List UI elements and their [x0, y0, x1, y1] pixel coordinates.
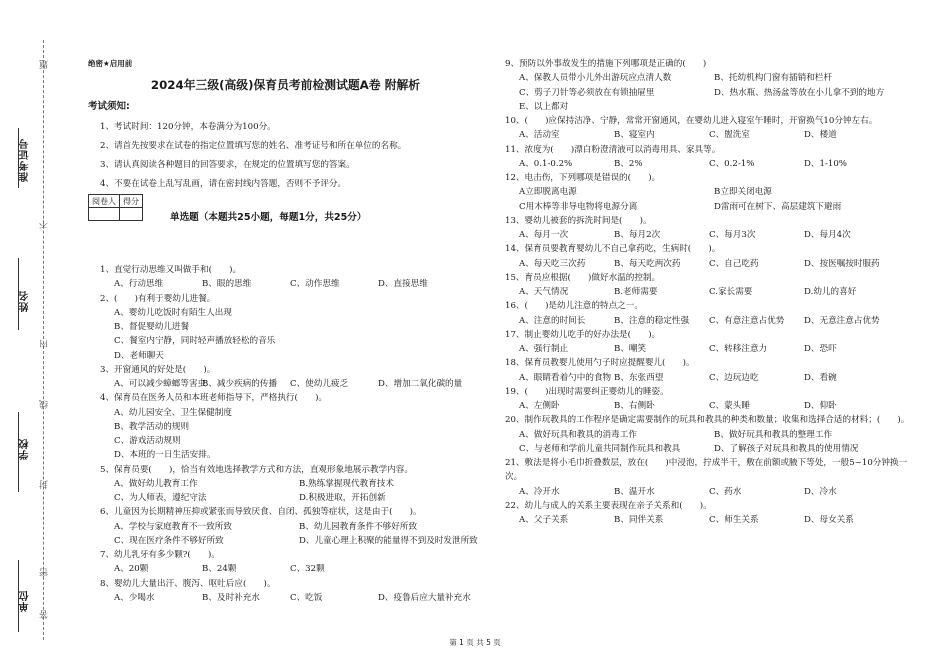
option[interactable]: B、24颗	[202, 564, 237, 575]
question-stem: 3、开窗通风的好处是( )。	[100, 364, 216, 375]
option-row	[505, 371, 910, 385]
notice-heading: 考试须知:	[88, 101, 130, 112]
option[interactable]: A、可以减少蟑螂等害虫	[114, 379, 207, 389]
question-item	[100, 292, 485, 363]
option[interactable]: D雷雨可在树下、高层建筑下避雨	[714, 201, 842, 212]
option[interactable]: C、与老师和学前儿童共同制作玩具和教具	[519, 443, 681, 454]
question-item	[505, 499, 910, 528]
option-row	[100, 534, 485, 548]
option[interactable]: C、自己吃药	[709, 258, 759, 269]
grader-blank[interactable]	[89, 208, 120, 221]
question-item	[505, 413, 910, 456]
question-item	[100, 548, 485, 577]
seal-mark: 密	[40, 568, 50, 577]
question-item	[505, 242, 910, 271]
option-row	[505, 157, 910, 171]
question-stem: 17、制止婴幼儿吃手的好办法是( )。	[505, 329, 661, 340]
option[interactable]: D、增加二氧化碳的量	[378, 379, 463, 389]
question-item	[505, 143, 910, 172]
score-table	[88, 194, 143, 221]
option[interactable]: C、盥洗室	[709, 130, 750, 141]
seal-mark: 线	[40, 400, 50, 409]
option[interactable]: C、转移注意力	[709, 344, 768, 354]
option-row	[505, 442, 910, 456]
option-row	[505, 399, 910, 413]
question-item	[505, 57, 910, 114]
question-stem: 5、保育员要( )，恰当有效地选择教学方式和方法，直观形象地展示教学内容。	[100, 464, 413, 475]
option[interactable]: A、眼睛看着勺中的食物	[519, 372, 612, 383]
question-stem: 14、保育员要教育婴幼儿不自己拿药吃，生病时( )。	[505, 244, 721, 255]
question-stem: 2、( )有利于婴幼儿进餐。	[100, 293, 216, 304]
seal-mark: 题	[40, 60, 50, 69]
option[interactable]: D、看碗	[804, 372, 837, 383]
notice-item: 2、请首先按要求在试卷的指定位置填写您的姓名、准考证号和所在单位的名称。	[100, 141, 407, 151]
option[interactable]: D.积极进取，开拓创新	[299, 493, 386, 503]
seal-mark: 不	[40, 220, 50, 229]
option[interactable]: D、按医嘱按时服药	[804, 258, 880, 269]
option[interactable]: D、每月4次	[804, 230, 851, 240]
option-row	[100, 491, 485, 505]
option[interactable]: B、寝室内	[614, 130, 655, 141]
question-stem: 9、预防以外事故发生的措施下列哪项是正确的( )	[505, 59, 707, 69]
option[interactable]: C、为人师表，遵纪守法	[114, 493, 207, 503]
option[interactable]: B.熟练掌握现代教育技术	[299, 478, 394, 489]
question-stem: 22、幼儿与成人的关系主要表现在亲子关系和( )。	[505, 500, 712, 511]
option[interactable]: B、及时补充水	[202, 592, 260, 603]
option[interactable]: B、减少疾病的传播	[202, 379, 278, 389]
option[interactable]: E、以上都对	[519, 101, 569, 112]
option[interactable]: A、做好幼儿教育工作	[114, 478, 198, 489]
question-item	[100, 463, 485, 506]
question-item	[100, 391, 485, 462]
question-item	[505, 356, 910, 385]
school-label: 学校	[20, 438, 31, 460]
option[interactable]: C、动作思维	[290, 279, 340, 290]
option[interactable]: B、注意的稳定性强	[614, 315, 690, 326]
question-stem: 4、保育员在医务人员和本班老师指导下，严格执行( )。	[100, 393, 328, 404]
option[interactable]: B、眼的思维	[202, 279, 252, 290]
option-row	[100, 520, 485, 534]
option[interactable]: B、东张西望	[614, 372, 664, 383]
option-row	[505, 200, 910, 214]
question-item	[100, 363, 485, 392]
question-item	[100, 577, 485, 606]
option[interactable]: C、每月3次	[709, 230, 756, 240]
option-row	[100, 377, 485, 391]
notice-item: 4、不要在试卷上乱写乱画，请在密封线内答题，否则不予评分。	[100, 179, 347, 189]
candidate-number-label: 准考证号	[20, 138, 31, 182]
question-item	[505, 114, 910, 143]
question-stem: 20、制作玩教具的工作程序是确定需要制作的玩具和教具的种类和数量；收集和选择合适的材料；( )。	[505, 415, 910, 426]
question-list-right	[505, 57, 910, 527]
question-item	[505, 456, 910, 499]
page-footer: 第 1 页 共 5 页	[449, 638, 501, 647]
option[interactable]: C、使幼儿疲乏	[290, 379, 349, 389]
option[interactable]: B、教学活动的规则	[114, 421, 190, 432]
option-row	[505, 128, 910, 142]
option-row	[505, 228, 910, 242]
notice-list	[100, 118, 480, 194]
option[interactable]: B、同伴关系	[614, 515, 664, 525]
option[interactable]: B、温开水	[614, 486, 655, 497]
option[interactable]: A立即脱离电源	[519, 187, 577, 198]
question-item	[100, 263, 485, 292]
option[interactable]: D、1-10%	[804, 158, 847, 169]
section-heading: 单选题（本题共25小题，每题1分，共25分）	[170, 212, 367, 223]
option[interactable]: A、学校与家庭教育不一致所致	[114, 521, 232, 532]
option[interactable]: D、儿童心理上积聚的能量得不到及时发泄所致	[299, 535, 478, 546]
option[interactable]: D、了解孩子对玩具和教具的使用情况	[714, 443, 859, 454]
option[interactable]: B.老师需要	[614, 287, 658, 297]
question-stem: 13、婴幼儿被套的拆洗时间是( )。	[505, 215, 652, 226]
score-cell: 得分	[120, 195, 143, 208]
option[interactable]: C、师生关系	[709, 515, 759, 525]
secret-mark: 绝密★启用前	[88, 59, 133, 68]
option[interactable]: C、游戏活动规则	[114, 436, 181, 446]
question-item	[100, 505, 485, 548]
option[interactable]: C.家长需要	[709, 287, 753, 297]
option[interactable]: D、无意注意占优势	[804, 315, 880, 326]
question-stem: 8、婴幼儿大量出汗、腹泻、呕吐后应( )。	[100, 578, 276, 589]
seal-mark: 封	[40, 480, 50, 489]
option[interactable]: D、热水瓶、热汤盆等放在小儿拿不到的地方	[714, 87, 885, 98]
option[interactable]: D.幼儿的喜好	[804, 287, 857, 297]
option-row	[505, 485, 910, 499]
unit-label: 单位	[20, 590, 31, 612]
question-stem: 15、育员应根据( )做好水温的控制。	[505, 272, 661, 283]
option[interactable]: C、有意注意占优势	[709, 315, 785, 326]
option[interactable]: A、婴幼儿吃饭时有陌生人出现	[114, 307, 232, 318]
option[interactable]: B立即关闭电源	[714, 187, 772, 198]
option[interactable]: C、现在医疗条件不够好所致	[114, 535, 224, 546]
option[interactable]: C、边玩边吃	[709, 372, 759, 383]
option[interactable]: C、药水	[709, 486, 742, 497]
binding-margin	[14, 40, 56, 640]
grader-cell: 阅卷人	[89, 195, 120, 208]
option[interactable]: D、母女关系	[804, 515, 854, 525]
option-row	[505, 257, 910, 271]
option[interactable]: A、0.1-0.2%	[519, 158, 573, 169]
option[interactable]: A、少喝水	[114, 592, 155, 603]
option-row	[100, 477, 485, 491]
question-item	[505, 171, 910, 214]
option[interactable]: B、托幼机构门窗有插销和栏杆	[714, 73, 833, 84]
option[interactable]: A、强行制止	[519, 344, 569, 354]
option[interactable]: A、注意的时间长	[519, 315, 586, 326]
option[interactable]: D、冷水	[804, 486, 837, 497]
option[interactable]: D、直接思维	[378, 279, 428, 290]
seal-mark: 内	[40, 340, 50, 349]
question-stem: 10、( )应保持洁净、宁静，常常开窗通风，在婴幼儿进入寝室午睡时，开窗换气10分钟左右。	[505, 116, 878, 126]
option-row	[505, 86, 910, 100]
question-stem: 21、敷法是将小毛巾折叠数层，放在( )中浸泡，拧成半干，敷在前额或腋下等处，一般5~10分钟换一次。	[505, 458, 908, 483]
option[interactable]: B、幼儿园教育条件不够好所致	[299, 521, 418, 532]
option[interactable]: A、每月一次	[519, 230, 569, 240]
question-stem: 18、保育员教婴儿使用勺子时应提醒婴儿( )。	[505, 358, 695, 369]
option[interactable]: A、做好玩具和教具的消毒工作	[519, 429, 637, 440]
question-item	[505, 328, 910, 357]
option[interactable]: D、楼道	[804, 130, 837, 141]
option[interactable]: D、恐吓	[804, 344, 837, 354]
option-row	[505, 71, 910, 85]
question-stem: 1、直觉行动思维又叫做手和( )。	[100, 265, 242, 275]
option[interactable]: C、0.2-1%	[709, 158, 755, 169]
option-row	[505, 185, 910, 199]
option[interactable]: A、保教人员带小儿外出游玩应点清人数	[519, 73, 672, 84]
option-row	[100, 277, 485, 291]
option[interactable]: A、左侧卧	[519, 401, 560, 411]
page-title: 2024年三级(高级)保育员考前检测试题A卷 附解析	[150, 78, 421, 92]
question-item	[505, 271, 910, 300]
option[interactable]: A、每天吃三次药	[519, 258, 586, 269]
question-stem: 19、( )出现时需要纠正婴幼儿的睡姿。	[505, 386, 669, 397]
option-row	[100, 562, 485, 576]
option-row	[505, 285, 910, 299]
option[interactable]: A、天气情况	[519, 287, 569, 297]
option[interactable]: A、父子关系	[519, 515, 569, 525]
question-stem: 12、电击伤，下列哪项是错误的( )。	[505, 173, 661, 183]
option[interactable]: B、做好玩具和教具的整理工作	[714, 429, 833, 440]
option[interactable]: D、老师聊天	[114, 350, 164, 361]
option[interactable]: B、右侧卧	[614, 401, 655, 411]
question-item	[505, 299, 910, 328]
option[interactable]: D、本班的一日生活安排。	[114, 450, 216, 461]
question-stem: 7、幼儿乳牙有多少颗?( )。	[100, 550, 220, 560]
option[interactable]: A、行动思维	[114, 279, 164, 290]
option[interactable]: D、疫鲁后应大量补充水	[378, 592, 471, 603]
name-label: 姓名	[20, 290, 31, 312]
option[interactable]: C用木棒等非导电物将电源分离	[519, 201, 638, 212]
notice-item: 3、请认真阅读各种题目的回答要求，在规定的位置填写您的答案。	[100, 160, 355, 170]
notice-item: 1、考试时间：120分钟，本卷满分为100分。	[100, 122, 276, 132]
question-list-left	[100, 263, 485, 605]
option[interactable]: B、嘲笑	[614, 344, 647, 354]
option[interactable]: C、32颗	[290, 564, 325, 575]
option[interactable]: C、餐室内宁静，同时轻声播放轻松的音乐	[114, 336, 276, 347]
option[interactable]: D、仰卧	[804, 401, 837, 411]
option[interactable]: B、督促婴幼儿进餐	[114, 322, 190, 332]
score-blank[interactable]	[120, 208, 143, 221]
question-item	[505, 385, 910, 414]
option[interactable]: A、20颗	[114, 564, 149, 575]
option-row	[505, 342, 910, 356]
question-stem: 6、儿童因为长期精神压抑或紧张而导致厌食、自闭、孤独等症状，这是由于( )。	[100, 507, 422, 518]
option[interactable]: A、活动室	[519, 130, 560, 141]
option-row	[505, 314, 910, 328]
seal-mark: 答	[40, 610, 50, 619]
question-item	[505, 214, 910, 243]
question-stem: 11、浓度为( )漂白粉澄清液可以消毒用具、家具等。	[505, 144, 721, 155]
option[interactable]: A、幼儿园安全、卫生保健制度	[114, 407, 232, 418]
option[interactable]: C、剪子刀针等必须放在有锁抽屉里	[519, 87, 655, 98]
option-row	[505, 513, 910, 527]
option[interactable]: A、冷开水	[519, 486, 560, 497]
option[interactable]: B、每月2次	[614, 230, 661, 240]
option[interactable]: C、蒙头睡	[709, 401, 750, 411]
option-row	[505, 428, 910, 442]
question-stem: 16、( )是幼儿注意的特点之一。	[505, 301, 643, 312]
option[interactable]: B、每天吃两次药	[614, 258, 681, 269]
option-row	[100, 591, 485, 605]
option[interactable]: B、2%	[614, 158, 643, 169]
option[interactable]: C、吃饭	[290, 592, 323, 603]
